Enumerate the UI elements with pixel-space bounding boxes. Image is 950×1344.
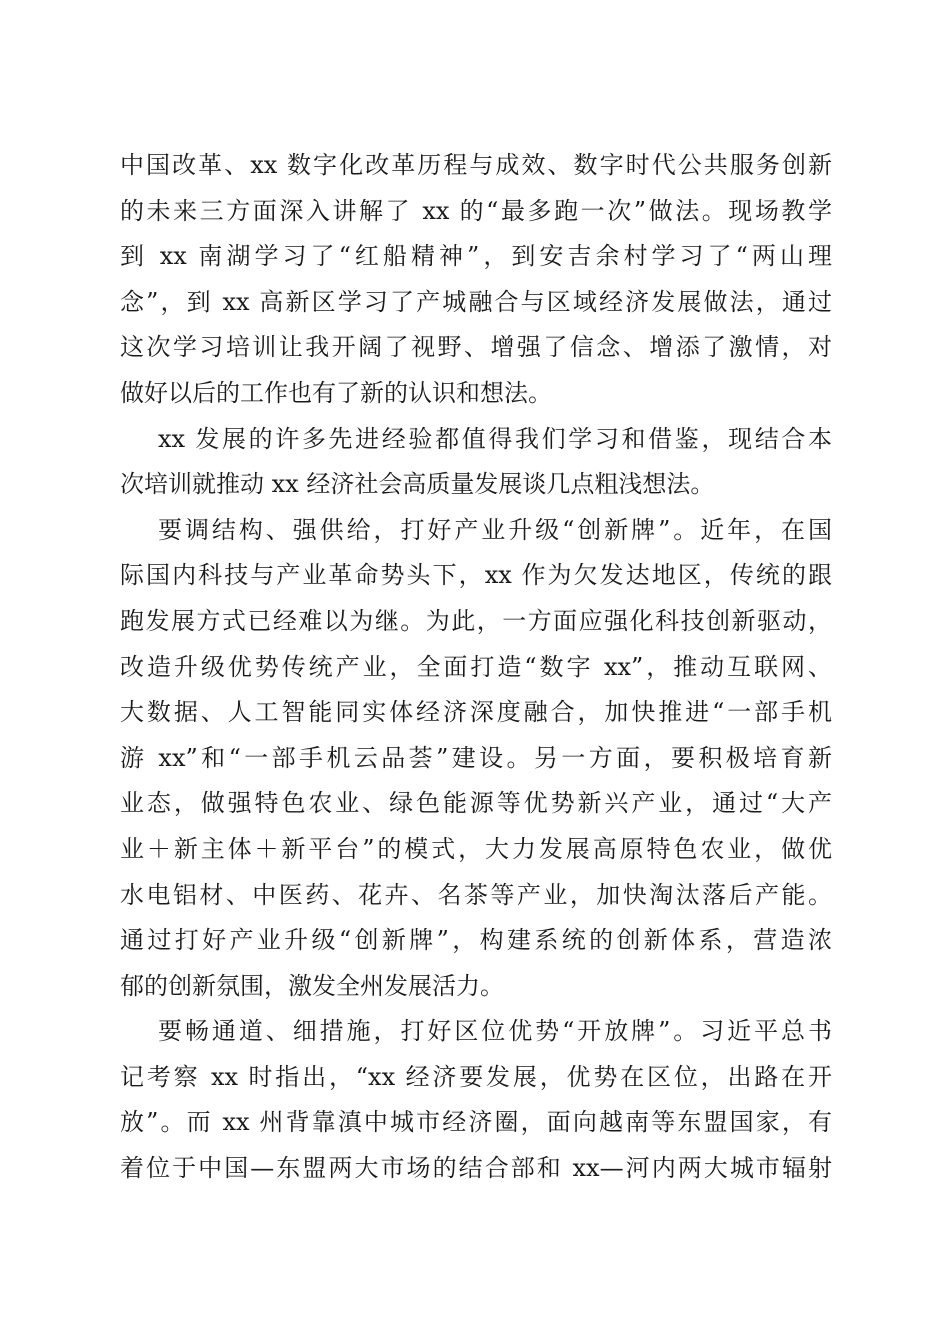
paragraph-1-line-2: 的未来三方面深入讲解了 xx 的“最多跑一次”做法。现场教学 bbox=[120, 196, 832, 225]
paragraph-4-line-2: 记考察 xx 时指出，“xx 经济要发展，优势在区位，出路在开 bbox=[120, 1062, 832, 1091]
paragraph-4-line-1: 要畅通道、细措施，打好区位优势“开放牌”。习近平总书 bbox=[158, 1017, 832, 1046]
paragraph-3-line-10: 通过打好产业升级“创新牌”，构建系统的创新体系，营造浓 bbox=[120, 926, 832, 955]
paragraph-2-line-2: 次培训就推动 xx 经济社会高质量发展谈几点粗浅想法。 bbox=[120, 470, 715, 499]
paragraph-3-line-3: 跑发展方式已经难以为继。为此，一方面应强化科技创新驱动， bbox=[120, 606, 832, 635]
paragraph-1-line-3: 到 xx 南湖学习了“红船精神”，到安吉余村学习了“两山理 bbox=[120, 242, 832, 271]
paragraph-1-line-6: 做好以后的工作也有了新的认识和想法。 bbox=[120, 378, 552, 407]
paragraph-3-line-8: 业＋新主体＋新平台”的模式，大力发展高原特色农业，做优 bbox=[120, 834, 832, 863]
paragraph-3-line-5: 大数据、人工智能同实体经济深度融合，加快推进“一部手机 bbox=[120, 698, 832, 727]
paragraph-1-line-4: 念”，到 xx 高新区学习了产城融合与区域经济发展做法，通过 bbox=[120, 287, 832, 316]
paragraph-3-line-2: 际国内科技与产业革命势头下，xx 作为欠发达地区，传统的跟 bbox=[120, 561, 832, 590]
paragraph-3-line-7: 业态，做强特色农业、绿色能源等优势新兴产业，通过“大产 bbox=[120, 789, 832, 818]
paragraph-3-line-11: 郁的创新氛围，激发全州发展活力。 bbox=[120, 971, 504, 1000]
paragraph-1-line-5: 这次学习培训让我开阔了视野、增强了信念、增添了激情，对 bbox=[120, 333, 832, 362]
paragraph-4-line-4: 着位于中国—东盟两大市场的结合部和 xx—河内两大城市辐射 bbox=[120, 1154, 832, 1183]
paragraph-1-line-1: 中国改革、xx 数字化改革历程与成效、数字时代公共服务创新 bbox=[120, 151, 832, 179]
paragraph-3-line-4: 改造升级优势传统产业，全面打造“数字 xx”，推动互联网、 bbox=[120, 652, 832, 681]
paragraph-4-line-3: 放”。而 xx 州背靠滇中城市经济圈，面向越南等东盟国家，有 bbox=[120, 1108, 832, 1137]
document-body bbox=[120, 143, 832, 1192]
paragraph-2-line-1: xx 发展的许多先进经验都值得我们学习和借鉴，现结合本 bbox=[158, 424, 832, 453]
paragraph-3-line-6: 游 xx”和“一部手机云品荟”建设。另一方面，要积极培育新 bbox=[120, 743, 832, 772]
paragraph-3-line-1: 要调结构、强供给，打好产业升级“创新牌”。近年，在国 bbox=[158, 515, 832, 544]
paragraph-3-line-9: 水电铝材、中医药、花卉、名茶等产业，加快淘汰落后产能。 bbox=[120, 880, 832, 909]
